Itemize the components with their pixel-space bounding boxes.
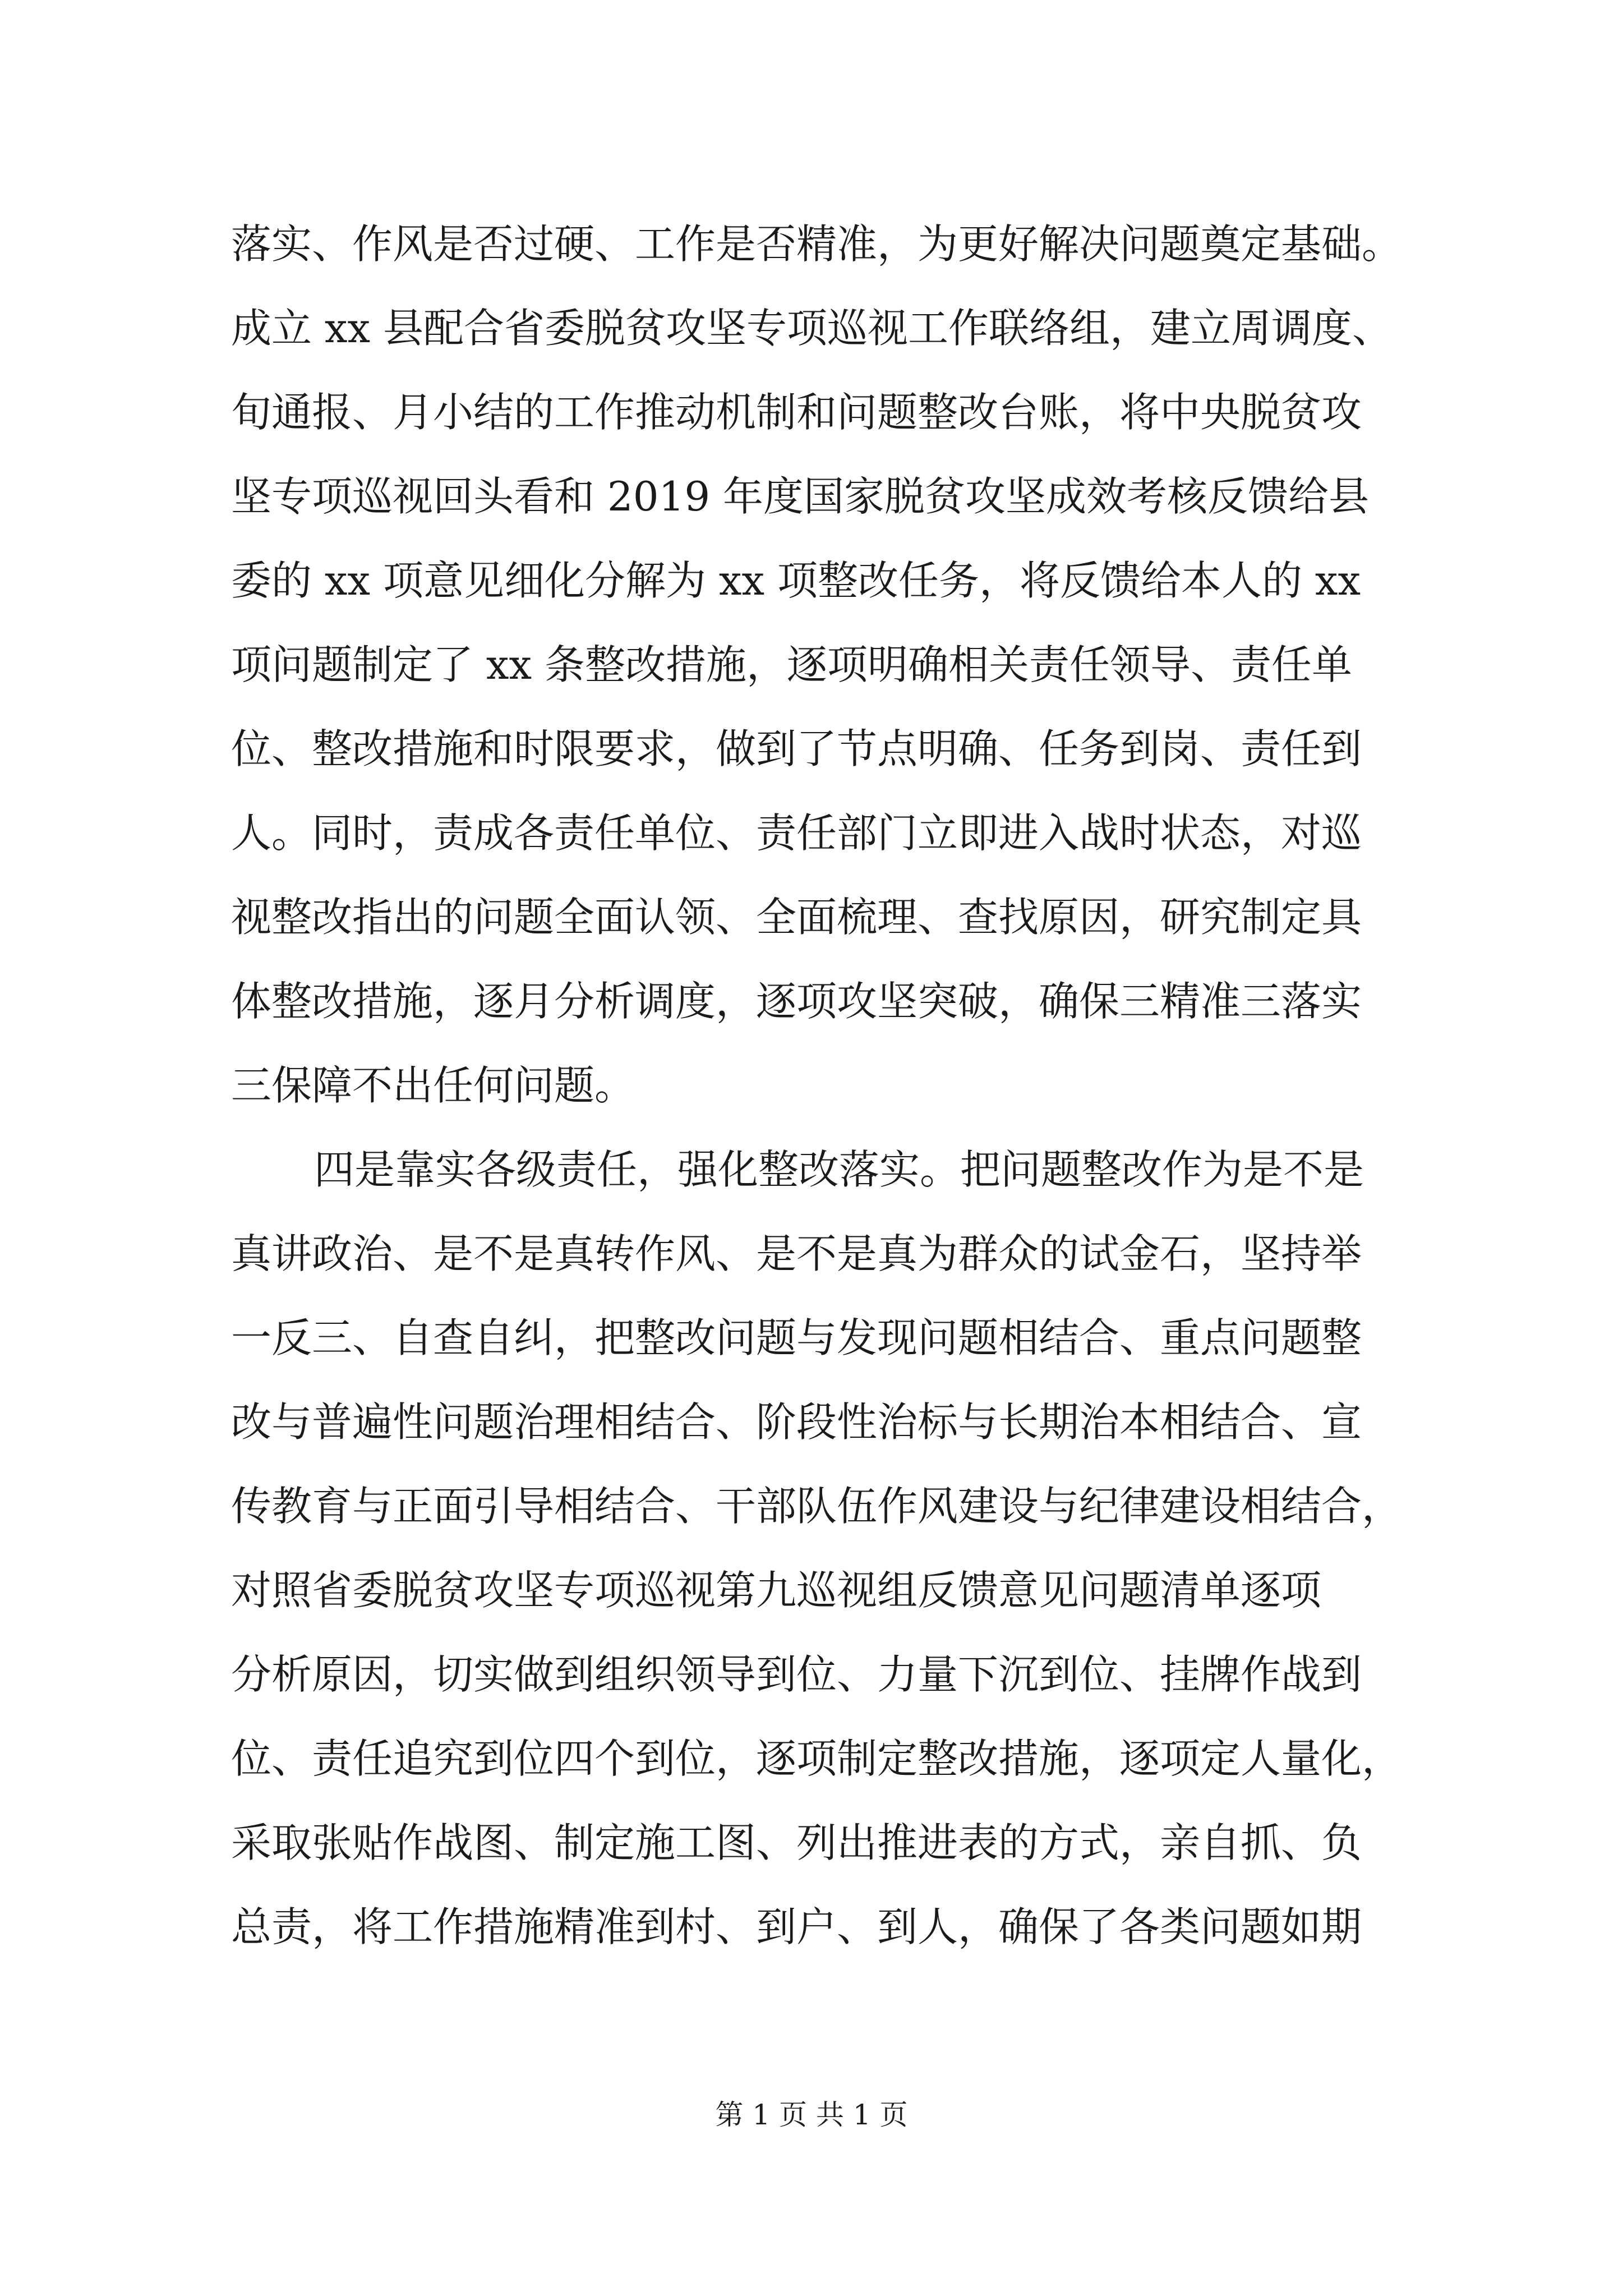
page-footer: 第 1 页 共 1 页 <box>715 2099 908 2131</box>
paragraph-1-line-3: 旬通报、月小结的工作推动机制和问题整改台账，将中央脱贫攻 <box>231 389 1362 436</box>
paragraph-2-line-8: 位、责任追究到位四个到位，逐项制定整改措施，逐项定人量化， <box>231 1735 1403 1782</box>
paragraph-2-line-9: 采取张贴作战图、制定施工图、列出推进表的方式，亲自抓、负 <box>231 1819 1362 1866</box>
paragraph-2-line-5: 传教育与正面引导相结合、干部队伍作风建设与纪律建设相结合， <box>231 1483 1403 1530</box>
paragraph-1-line-10: 体整改措施，逐月分析调度，逐项攻坚突破，确保三精准三落实 <box>231 978 1362 1025</box>
paragraph-2-line-7: 分析原因，切实做到组织领导到位、力量下沉到位、挂牌作战到 <box>231 1651 1362 1698</box>
paragraph-2-line-1: 四是靠实各级责任，强化整改落实。把问题整改作为是不是 <box>314 1146 1364 1193</box>
paragraph-1-line-2: 成立 xx 县配合省委脱贫攻坚专项巡视工作联络组，建立周调度、 <box>231 305 1393 352</box>
paragraph-2-line-4: 改与普遍性问题治理相结合、阶段性治标与长期治本相结合、宣 <box>231 1398 1362 1446</box>
paragraph-1-line-4: 坚专项巡视回头看和 2019 年度国家脱贫攻坚成效考核反馈给县 <box>231 473 1370 520</box>
paragraph-2-line-3: 一反三、自查自纠，把整改问题与发现问题相结合、重点问题整 <box>231 1314 1362 1361</box>
paragraph-1-line-8: 人。同时，责成各责任单位、责任部门立即进入战时状态，对巡 <box>231 809 1362 857</box>
paragraph-1-line-7: 位、整改措施和时限要求，做到了节点明确、任务到岗、责任到 <box>231 725 1362 772</box>
paragraph-2-line-2: 真讲政治、是不是真转作风、是不是真为群众的试金石，坚持举 <box>231 1230 1362 1277</box>
paragraph-1-line-9: 视整改指出的问题全面认领、全面梳理、查找原因，研究制定具 <box>231 894 1362 941</box>
paragraph-2-line-6: 对照省委脱贫攻坚专项巡视第九巡视组反馈意见问题清单逐项 <box>231 1567 1322 1614</box>
paragraph-1-line-6: 项问题制定了 xx 条整改措施，逐项明确相关责任领导、责任单 <box>231 641 1352 688</box>
paragraph-1-line-5: 委的 xx 项意见细化分解为 xx 项整改任务，将反馈给本人的 xx <box>231 557 1361 604</box>
paragraph-2-line-10: 总责，将工作措施精准到村、到户、到人，确保了各类问题如期 <box>231 1903 1362 1950</box>
paragraph-1-line-1: 落实、作风是否过硬、工作是否精准，为更好解决问题奠定基础。 <box>231 220 1403 268</box>
paragraph-1-line-11: 三保障不出任何问题。 <box>231 1062 635 1109</box>
